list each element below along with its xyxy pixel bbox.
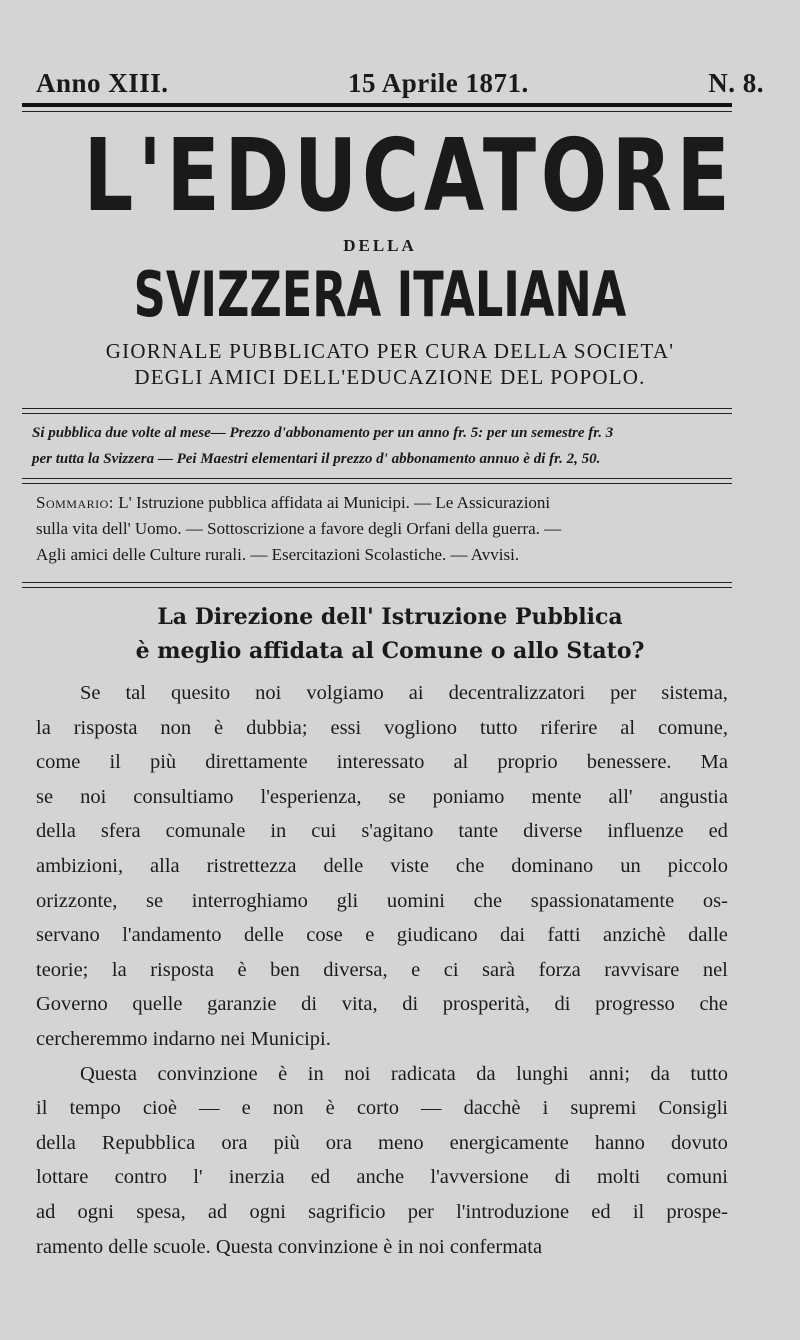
article-title-line: La Direzione dell' Istruzione Pubblica [157, 604, 623, 630]
issue-header [36, 68, 764, 99]
subscription-line: Si pubblica due volte al mese— Prezzo d'abbonamento per un anno fr. 5: per un semestre fr. 3 [32, 425, 614, 441]
article-line: la risposta non è dubbia; essi vogliono tutto riferire al comune, [36, 716, 728, 739]
divider-rule [22, 478, 732, 479]
article-line: orizzonte, se interroghiamo gli uomini che spassionatamente os- [36, 889, 728, 912]
article-line: il tempo cioè — e non è corto — dacchè i supremi Consigli [36, 1097, 728, 1120]
article-line: teorie; la risposta è ben diversa, e ci sarà forza ravvisare nel [36, 958, 728, 981]
summary-line: Agli amici delle Culture rurali. — Esercitazioni Scolastiche. — Avvisi. [36, 545, 520, 564]
summary [36, 490, 736, 568]
article-body [36, 676, 728, 1264]
divider-rule [22, 408, 732, 409]
article-line: ad ogni spesa, ad ogni sagrificio per l'introduzione ed il prospe- [36, 1200, 728, 1223]
divider-rule [22, 587, 732, 588]
masthead-title: L'EDUCATORE [83, 117, 735, 234]
header-rule-thin [22, 111, 732, 112]
issue-number: N. 8. [708, 68, 764, 98]
article-line: cercheremmo indarno nei Municipi. [36, 1027, 331, 1050]
article-line: Se tal quesito noi volgiamo ai decentralizzatori per sistema, [80, 682, 728, 704]
article-paragraph [36, 676, 728, 1057]
subscription-line: per tutta la Svizzera — Pei Maestri elementari il prezzo d' abbonamento annuo è di fr. 2, 50. [32, 451, 601, 467]
masthead-subtitle: SVIZZERA ITALIANA [133, 258, 627, 331]
summary-line: L' Istruzione pubblica affidata ai Municipi. — Le Assicurazioni [118, 493, 551, 512]
article-line: se noi consultiamo l'esperienza, se poniamo mente all' angustia [36, 785, 728, 808]
subscription-info [32, 420, 742, 472]
description-line: DEGLI AMICI DELL'EDUCAZIONE DEL POPOLO. [134, 365, 646, 389]
masthead-description [40, 338, 740, 390]
article-title [40, 600, 740, 668]
divider-rule [22, 413, 732, 414]
header-rule [22, 103, 732, 107]
issue-date: 15 Aprile 1871. [348, 68, 529, 98]
article-line: ambizioni, alla ristrettezza delle viste che dominano un piccolo [36, 854, 728, 877]
summary-label: Sommario: [36, 493, 115, 512]
divider-rule [22, 582, 732, 583]
summary-line: sulla vita dell' Uomo. — Sottoscrizione a favore degli Orfani della guerra. — [36, 519, 562, 538]
issue-year: Anno XIII. [36, 68, 169, 98]
masthead-della: DELLA [343, 236, 417, 255]
article-line: della Repubblica ora più ora meno energicamente hanno dovuto [36, 1131, 728, 1154]
article-line: come il più direttamente interessato al proprio benessere. Ma [36, 751, 728, 774]
article-line: servano l'andamento delle cose e giudicano dai fatti anzichè dalle [36, 924, 728, 947]
divider-rule [22, 483, 732, 484]
article-line: lottare contro l' inerzia ed anche l'avversione di molti comuni [36, 1166, 728, 1189]
article-line: della sfera comunale in cui s'agitano tante diverse influenze ed [36, 820, 728, 843]
description-line: GIORNALE PUBBLICATO PER CURA DELLA SOCIETA' [105, 339, 675, 363]
article-line: Questa convinzione è in noi radicata da lunghi anni; da tutto [80, 1062, 728, 1085]
article-title-line: è meglio affidata al Comune o allo Stato? [135, 638, 645, 664]
article-line: Governo quelle garanzie di vita, di prosperità, di progresso che [36, 993, 728, 1016]
article-paragraph [36, 1057, 728, 1265]
article-line: ramento delle scuole. Questa convinzione è in noi confermata [36, 1235, 543, 1258]
